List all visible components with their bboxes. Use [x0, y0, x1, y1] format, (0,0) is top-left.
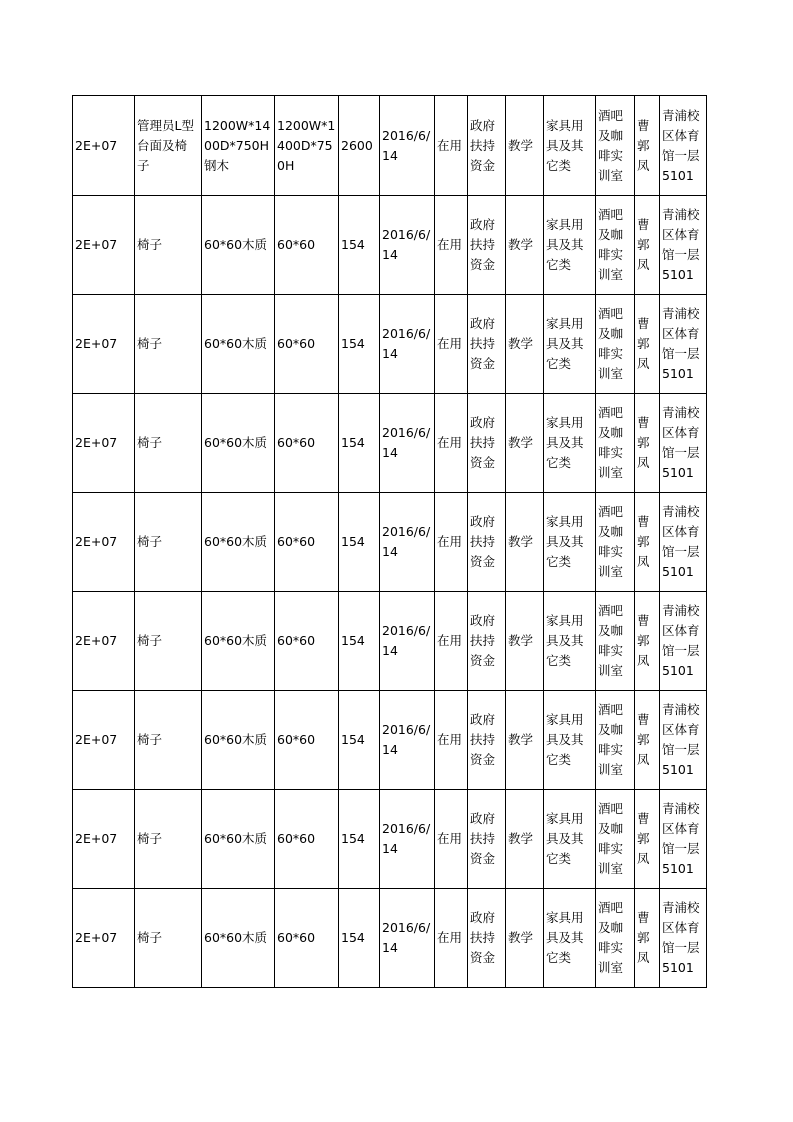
- department-cell: 酒吧及咖啡实训室: [596, 493, 635, 592]
- status-cell: 在用: [435, 889, 468, 988]
- category-cell: 家具用具及其它类: [544, 196, 596, 295]
- date-cell: 2016/6/14: [380, 889, 435, 988]
- status-cell: 在用: [435, 790, 468, 889]
- model-cell: 60*60: [275, 790, 339, 889]
- custodian-cell: 曹郭凤: [635, 96, 660, 196]
- category-cell: 家具用具及其它类: [544, 96, 596, 196]
- asset-code-cell: 2E+07: [73, 592, 135, 691]
- asset-code-cell: 2E+07: [73, 96, 135, 196]
- asset-name-cell: 椅子: [135, 493, 202, 592]
- table-row: [73, 394, 707, 493]
- spec-cell: 60*60木质: [202, 295, 275, 394]
- price-cell: 154: [339, 394, 380, 493]
- spec-cell: 60*60木质: [202, 592, 275, 691]
- table-row: [73, 295, 707, 394]
- category-cell: 家具用具及其它类: [544, 592, 596, 691]
- price-cell: 154: [339, 493, 380, 592]
- table-row: [73, 96, 707, 196]
- funding-source-cell: 政府扶持资金: [468, 196, 506, 295]
- date-cell: 2016/6/14: [380, 592, 435, 691]
- date-cell: 2016/6/14: [380, 493, 435, 592]
- asset-name-cell: 椅子: [135, 790, 202, 889]
- department-cell: 酒吧及咖啡实训室: [596, 592, 635, 691]
- date-cell: 2016/6/14: [380, 691, 435, 790]
- asset-code-cell: 2E+07: [73, 790, 135, 889]
- department-cell: 酒吧及咖啡实训室: [596, 196, 635, 295]
- price-cell: 154: [339, 295, 380, 394]
- asset-code-cell: 2E+07: [73, 493, 135, 592]
- table-row: [73, 592, 707, 691]
- department-cell: 酒吧及咖啡实训室: [596, 96, 635, 196]
- asset-name-cell: 椅子: [135, 295, 202, 394]
- usage-cell: 教学: [506, 691, 544, 790]
- model-cell: 60*60: [275, 196, 339, 295]
- model-cell: 1200W*1400D*750H: [275, 96, 339, 196]
- location-cell: 青浦校区体育馆一层5101: [660, 96, 707, 196]
- funding-source-cell: 政府扶持资金: [468, 592, 506, 691]
- location-cell: 青浦校区体育馆一层5101: [660, 592, 707, 691]
- asset-name-cell: 椅子: [135, 394, 202, 493]
- date-cell: 2016/6/14: [380, 790, 435, 889]
- asset-name-cell: 椅子: [135, 691, 202, 790]
- funding-source-cell: 政府扶持资金: [468, 96, 506, 196]
- funding-source-cell: 政府扶持资金: [468, 889, 506, 988]
- category-cell: 家具用具及其它类: [544, 790, 596, 889]
- usage-cell: 教学: [506, 295, 544, 394]
- status-cell: 在用: [435, 493, 468, 592]
- price-cell: 154: [339, 889, 380, 988]
- custodian-cell: 曹郭凤: [635, 493, 660, 592]
- asset-code-cell: 2E+07: [73, 691, 135, 790]
- funding-source-cell: 政府扶持资金: [468, 295, 506, 394]
- spec-cell: 60*60木质: [202, 889, 275, 988]
- table-row: [73, 196, 707, 295]
- custodian-cell: 曹郭凤: [635, 196, 660, 295]
- table-row: [73, 493, 707, 592]
- date-cell: 2016/6/14: [380, 295, 435, 394]
- model-cell: 60*60: [275, 592, 339, 691]
- table-row: [73, 889, 707, 988]
- date-cell: 2016/6/14: [380, 196, 435, 295]
- location-cell: 青浦校区体育馆一层5101: [660, 691, 707, 790]
- custodian-cell: 曹郭凤: [635, 889, 660, 988]
- model-cell: 60*60: [275, 691, 339, 790]
- department-cell: 酒吧及咖啡实训室: [596, 394, 635, 493]
- category-cell: 家具用具及其它类: [544, 493, 596, 592]
- custodian-cell: 曹郭凤: [635, 691, 660, 790]
- asset-code-cell: 2E+07: [73, 394, 135, 493]
- usage-cell: 教学: [506, 493, 544, 592]
- status-cell: 在用: [435, 295, 468, 394]
- funding-source-cell: 政府扶持资金: [468, 493, 506, 592]
- asset-code-cell: 2E+07: [73, 295, 135, 394]
- category-cell: 家具用具及其它类: [544, 691, 596, 790]
- usage-cell: 教学: [506, 96, 544, 196]
- model-cell: 60*60: [275, 889, 339, 988]
- date-cell: 2016/6/14: [380, 394, 435, 493]
- price-cell: 154: [339, 790, 380, 889]
- category-cell: 家具用具及其它类: [544, 394, 596, 493]
- price-cell: 2600: [339, 96, 380, 196]
- location-cell: 青浦校区体育馆一层5101: [660, 493, 707, 592]
- usage-cell: 教学: [506, 196, 544, 295]
- asset-code-cell: 2E+07: [73, 889, 135, 988]
- spec-cell: 60*60木质: [202, 394, 275, 493]
- usage-cell: 教学: [506, 592, 544, 691]
- status-cell: 在用: [435, 394, 468, 493]
- model-cell: 60*60: [275, 493, 339, 592]
- date-cell: 2016/6/14: [380, 96, 435, 196]
- funding-source-cell: 政府扶持资金: [468, 691, 506, 790]
- location-cell: 青浦校区体育馆一层5101: [660, 295, 707, 394]
- asset-name-cell: 管理员L型台面及椅子: [135, 96, 202, 196]
- location-cell: 青浦校区体育馆一层5101: [660, 790, 707, 889]
- category-cell: 家具用具及其它类: [544, 295, 596, 394]
- usage-cell: 教学: [506, 394, 544, 493]
- department-cell: 酒吧及咖啡实训室: [596, 790, 635, 889]
- department-cell: 酒吧及咖啡实训室: [596, 889, 635, 988]
- asset-name-cell: 椅子: [135, 592, 202, 691]
- department-cell: 酒吧及咖啡实训室: [596, 295, 635, 394]
- custodian-cell: 曹郭凤: [635, 394, 660, 493]
- price-cell: 154: [339, 196, 380, 295]
- asset-table-body: [73, 96, 707, 988]
- spec-cell: 60*60木质: [202, 196, 275, 295]
- department-cell: 酒吧及咖啡实训室: [596, 691, 635, 790]
- spec-cell: 1200W*1400D*750H钢木: [202, 96, 275, 196]
- table-row: [73, 790, 707, 889]
- status-cell: 在用: [435, 592, 468, 691]
- table-row: [73, 691, 707, 790]
- asset-name-cell: 椅子: [135, 889, 202, 988]
- spec-cell: 60*60木质: [202, 790, 275, 889]
- funding-source-cell: 政府扶持资金: [468, 790, 506, 889]
- custodian-cell: 曹郭凤: [635, 790, 660, 889]
- category-cell: 家具用具及其它类: [544, 889, 596, 988]
- status-cell: 在用: [435, 96, 468, 196]
- asset-name-cell: 椅子: [135, 196, 202, 295]
- funding-source-cell: 政府扶持资金: [468, 394, 506, 493]
- custodian-cell: 曹郭凤: [635, 592, 660, 691]
- status-cell: 在用: [435, 691, 468, 790]
- spec-cell: 60*60木质: [202, 493, 275, 592]
- usage-cell: 教学: [506, 889, 544, 988]
- asset-code-cell: 2E+07: [73, 196, 135, 295]
- price-cell: 154: [339, 691, 380, 790]
- model-cell: 60*60: [275, 295, 339, 394]
- model-cell: 60*60: [275, 394, 339, 493]
- usage-cell: 教学: [506, 790, 544, 889]
- location-cell: 青浦校区体育馆一层5101: [660, 889, 707, 988]
- location-cell: 青浦校区体育馆一层5101: [660, 394, 707, 493]
- status-cell: 在用: [435, 196, 468, 295]
- asset-table: [72, 95, 707, 988]
- location-cell: 青浦校区体育馆一层5101: [660, 196, 707, 295]
- price-cell: 154: [339, 592, 380, 691]
- custodian-cell: 曹郭凤: [635, 295, 660, 394]
- spec-cell: 60*60木质: [202, 691, 275, 790]
